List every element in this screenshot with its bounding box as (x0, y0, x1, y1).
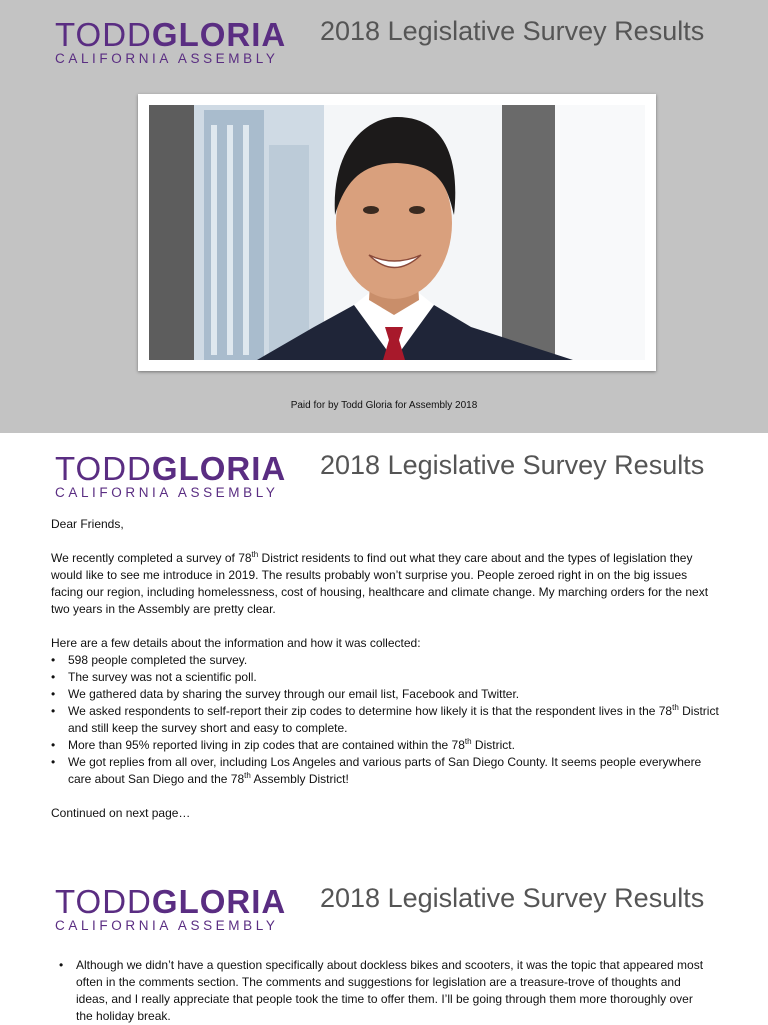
logo-subtitle: CALIFORNIA ASSEMBLY (55, 485, 279, 500)
list-item: • The survey was not a scientific poll. (51, 669, 721, 686)
slide-title: 2018 Legislative Survey Results (320, 16, 705, 46)
list-item: • We gathered data by sharing the survey through our email list, Facebook and Twitter. (51, 686, 721, 703)
slide-title: 2018 Legislative Survey Results (320, 883, 705, 913)
todd-gloria-logo (55, 885, 295, 933)
logo-text-gloria: GLORIA (151, 450, 287, 487)
letter-slide (0, 433, 768, 863)
todd-gloria-logo (55, 18, 295, 66)
details-list (51, 652, 721, 788)
cover-slide (0, 0, 768, 433)
todd-gloria-logo (55, 452, 295, 500)
intro-paragraph: We recently completed a survey of 78th District residents to find out what they care about and the types of legislation they would like to see me introduce in 2019. The results probably won’t surprise you. People zeroed right in on the big issues facing our region, including homelessness, cost of housing, healthcare and climate change. My marching orders for the next two years in the Assembly are pretty clear. (51, 550, 709, 616)
portrait-photo (138, 94, 656, 371)
continued-note: Continued on next page… (51, 806, 191, 820)
logo-text-todd: TODD (55, 883, 152, 920)
list-item: • Although we didn’t have a question specifically about dockless bikes and scooters, it was the topic that appeared most often in the comments section. The comments and suggestions for legislation are a treasure-trove of thoughts and ideas, and I really appreciate that people took the time to offer them. I’ll be going through them more thoroughly over the holiday break. (59, 957, 709, 1025)
list-item: • We got replies from all over, including Los Angeles and various parts of San Diego County. It seems people everywhere care about San Diego and the 78th Assembly District! (51, 754, 721, 788)
greeting: Dear Friends, (51, 517, 124, 531)
logo-subtitle: CALIFORNIA ASSEMBLY (55, 918, 279, 933)
continuation-slide (0, 863, 768, 1024)
list-item: • More than 95% reported living in zip codes that are contained within the 78th District. (51, 737, 721, 754)
logo-text-gloria: GLORIA (151, 883, 287, 920)
list-item: • We asked respondents to self-report their zip codes to determine how likely it is that the respondent lives in the 78th District and still keep the survey short and easy to complete. (51, 703, 721, 737)
slide-title: 2018 Legislative Survey Results (320, 450, 705, 480)
logo-text-gloria: GLORIA (151, 16, 287, 53)
list-item: • 598 people completed the survey. (51, 652, 721, 669)
continuation-body (59, 957, 709, 1025)
details-intro: Here are a few details about the information and how it was collected: (51, 636, 421, 650)
logo-subtitle: CALIFORNIA ASSEMBLY (55, 51, 279, 66)
letter-body (51, 516, 721, 822)
paid-for-disclaimer: Paid for by Todd Gloria for Assembly 2018 (290, 400, 478, 411)
logo-text-todd: TODD (55, 450, 152, 487)
logo-text-todd: TODD (55, 16, 152, 53)
